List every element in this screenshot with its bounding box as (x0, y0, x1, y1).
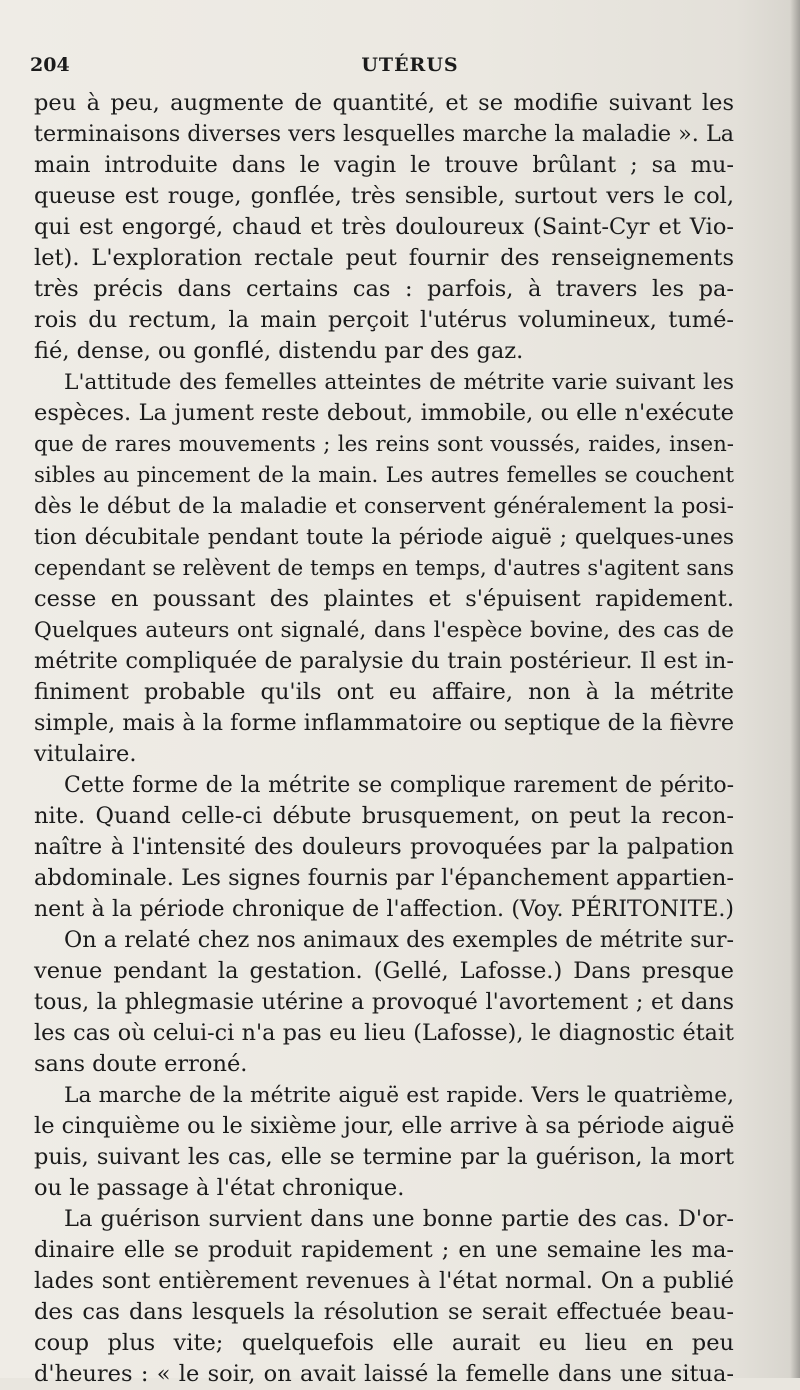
text-line: lades sont entièrement revenues à l'état normal. On a publié (34, 1268, 734, 1294)
text-line: La guérison survient dans une bonne partie des cas. D'or- (64, 1206, 734, 1232)
text-line: terminaisons diverses vers lesquelles marche la maladie ». La (34, 121, 734, 147)
text-line: sans doute erroné. (34, 1051, 248, 1077)
text-line: ou le passage à l'état chronique. (34, 1175, 405, 1201)
body-text (34, 88, 734, 1390)
text-line: que de rares mouvements ; les reins sont voussés, raides, insen- (34, 432, 734, 457)
text-line: cependant se relèvent de temps en temps, d'autres s'agitent sans (34, 556, 734, 580)
text-line: très précis dans certains cas : parfois, à travers les pa- (34, 276, 734, 302)
text-line: finiment probable qu'ils ont eu affaire, non à la métrite (34, 679, 734, 705)
page-header (30, 54, 730, 84)
text-line: qui est engorgé, chaud et très douloureux (Saint-Cyr et Vio- (34, 214, 734, 240)
text-line: simple, mais à la forme inflammatoire ou septique de la fièvre (34, 710, 734, 736)
text-line: les cas où celui-ci n'a pas eu lieu (Lafosse), le diagnostic était (34, 1020, 734, 1046)
running-head: UTÉRUS (361, 54, 459, 76)
text-line: cesse en poussant des plaintes et s'épuisent rapidement. (34, 586, 734, 612)
text-line: puis, suivant les cas, elle se termine par la guérison, la mort (34, 1144, 734, 1170)
text-line: le cinquième ou le sixième jour, elle arrive à sa période aiguë (34, 1113, 735, 1139)
text-line: fié, dense, ou gonflé, distendu par des gaz. (34, 338, 524, 364)
text-line: des cas dans lesquels la résolution se serait effectuée beau- (34, 1299, 734, 1325)
text-line: dès le début de la maladie et conservent généralement la posi- (34, 494, 734, 519)
text-line: let). L'exploration rectale peut fournir des renseignements (34, 245, 734, 271)
text-line: Cette forme de la métrite se complique rarement de périto- (64, 773, 734, 798)
text-line: abdominale. Les signes fournis par l'épanchement appartien- (34, 865, 734, 891)
text-line: L'attitude des femelles atteintes de métrite varie suivant les (64, 370, 734, 395)
text-line: coup plus vite; quelquefois elle aurait eu lieu en peu (34, 1330, 734, 1356)
text-line: espèces. La jument reste debout, immobile, ou elle n'exécute (34, 400, 734, 426)
text-line: tion décubitale pendant toute la période aiguë ; quelques-unes (34, 525, 734, 550)
text-line: peu à peu, augmente de quantité, et se modifie suivant les (34, 90, 734, 116)
text-line: Quelques auteurs ont signalé, dans l'espèce bovine, des cas de (34, 618, 734, 643)
text-line: naître à l'intensité des douleurs provoquées par la palpation (34, 834, 734, 860)
page-edge-shadow (790, 0, 800, 1378)
text-line: vitulaire. (34, 741, 137, 767)
text-line: main introduite dans le vagin le trouve brûlant ; sa mu- (34, 152, 734, 178)
text-line: On a relaté chez nos animaux des exemples de métrite sur- (64, 927, 734, 953)
page-number: 204 (30, 54, 70, 76)
text-line: métrite compliquée de paralysie du train postérieur. Il est in- (34, 648, 734, 674)
text-line: dinaire elle se produit rapidement ; en une semaine les ma- (34, 1237, 734, 1263)
text-line: queuse est rouge, gonflée, très sensible, surtout vers le col, (34, 183, 734, 209)
text-line: d'heures : « le soir, on avait laissé la femelle dans une situa- (34, 1361, 734, 1387)
text-line: tous, la phlegmasie utérine a provoqué l'avortement ; et dans (34, 989, 734, 1015)
text-line: venue pendant la gestation. (Gellé, Lafosse.) Dans presque (34, 958, 734, 984)
text-line: nent à la période chronique de l'affection. (Voy. PÉRITONITE.) (34, 897, 734, 922)
text-line: rois du rectum, la main perçoit l'utérus volumineux, tumé- (34, 307, 734, 333)
text-line: La marche de la métrite aiguë est rapide. Vers le quatrième, (64, 1083, 734, 1108)
text-line: sibles au pincement de la main. Les autres femelles se couchent (34, 463, 734, 488)
text-line: nite. Quand celle-ci débute brusquement, on peut la recon- (34, 803, 734, 829)
